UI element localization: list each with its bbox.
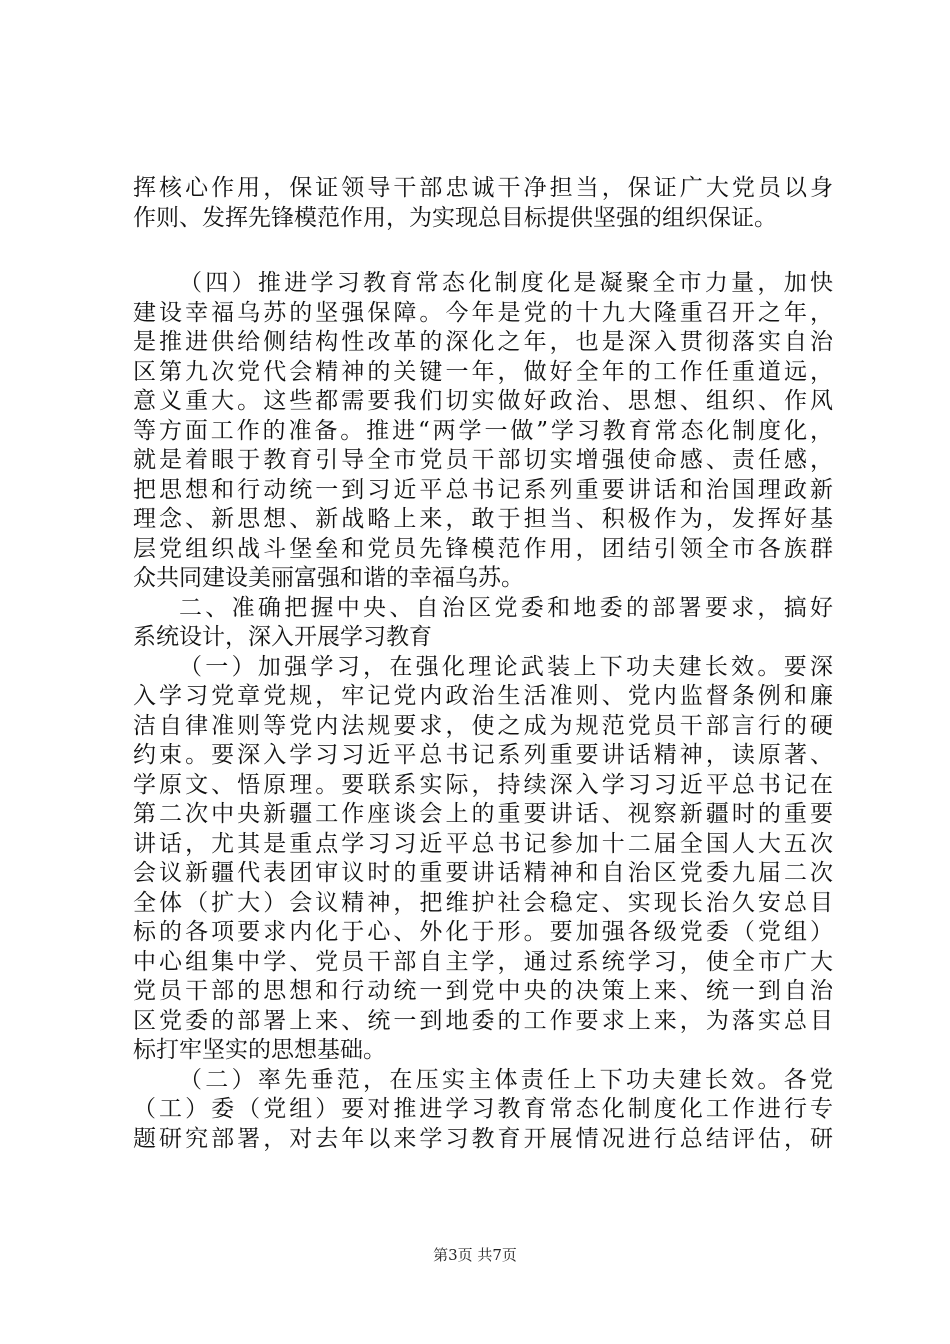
text-line: 第二次中央新疆工作座谈会上的重要讲话、视察新疆时的重要 xyxy=(133,801,833,827)
paragraph-gap xyxy=(133,233,833,269)
text-line: 洁自律准则等党内法规要求，使之成为规范党员干部言行的硬 xyxy=(133,712,833,739)
text-line: （工）委（党组）要对推进学习教育常态化制度化工作进行专 xyxy=(133,1096,833,1122)
text-line: 党员干部的思想和行动统一到党中央的决策上来、统一到自治 xyxy=(133,978,833,1004)
text-line: 入学习党章党规，牢记党内政治生活准则、党内监督条例和廉 xyxy=(133,683,833,709)
text-line: 挥核心作用，保证领导干部忠诚干净担当，保证广大党员以身 xyxy=(133,175,833,201)
text-line: （二）率先垂范，在压实主体责任上下功夫建长效。各党 xyxy=(179,1066,833,1093)
text-line: 标的各项要求内化于心、外化于形。要加强各级党委（党组） xyxy=(133,919,833,945)
text-line: 标打牢坚实的思想基础。 xyxy=(133,1037,386,1063)
text-line: 众共同建设美丽富强和谐的幸福乌苏。 xyxy=(133,565,524,591)
section-heading-line: 二、准确把握中央、自治区党委和地委的部署要求，搞好 xyxy=(179,594,833,621)
text-line: 约束。要深入学习习近平总书记系列重要讲话精神，读原著、 xyxy=(133,742,833,768)
text-line: （四）推进学习教育常态化制度化是凝聚全市力量，加快 xyxy=(179,270,833,296)
text-line: 会议新疆代表团审议时的重要讲话精神和自治区党委九届二次 xyxy=(133,860,833,886)
page-number-label: 第3页 共7页 xyxy=(433,1246,517,1264)
text-line: 理念、新思想、新战略上来，敢于担当、积极作为，发挥好基 xyxy=(133,506,833,532)
page-footer xyxy=(0,1244,950,1265)
text-line: 讲话，尤其是重点学习习近平总书记参加十二届全国人大五次 xyxy=(133,830,833,857)
text-line: 区第九次党代会精神的关键一年，做好全年的工作任重道远， xyxy=(133,358,833,385)
text-line: 全体（扩大）会议精神，把维护社会稳定、实现长治久安总目 xyxy=(133,889,833,916)
text-line: 等方面工作的准备。推进“两学一做”学习教育常态化制度化， xyxy=(133,417,833,444)
text-line: 作则、发挥先锋模范作用，为实现总目标提供坚强的组织保证。 xyxy=(133,204,777,231)
text-line: 层党组织战斗堡垒和党员先锋模范作用，团结引领全市各族群 xyxy=(133,535,833,562)
section-heading-line: 系统设计，深入开展学习教育 xyxy=(133,624,432,650)
text-line: 是推进供给侧结构性改革的深化之年，也是深入贯彻落实自治 xyxy=(133,329,833,355)
text-line: 意义重大。这些都需要我们切实做好政治、思想、组织、作风 xyxy=(133,388,833,414)
text-line: 把思想和行动统一到习近平总书记系列重要讲话和治国理政新 xyxy=(133,476,833,503)
text-line: （一）加强学习，在强化理论武装上下功夫建长效。要深 xyxy=(179,653,833,680)
text-line: 题研究部署，对去年以来学习教育开展情况进行总结评估，研 xyxy=(133,1125,833,1152)
text-line: 就是着眼于教育引导全市党员干部切实增强使命感、责任感， xyxy=(133,447,833,473)
text-line: 中心组集中学、党员干部自主学，通过系统学习，使全市广大 xyxy=(133,948,833,975)
text-line: 学原文、悟原理。要联系实际，持续深入学习习近平总书记在 xyxy=(133,771,833,798)
text-line: 建设幸福乌苏的坚强保障。今年是党的十九大隆重召开之年， xyxy=(133,299,833,326)
body-text xyxy=(133,174,833,1154)
text-line: 区党委的部署上来、统一到地委的工作要求上来，为落实总目 xyxy=(133,1007,833,1034)
